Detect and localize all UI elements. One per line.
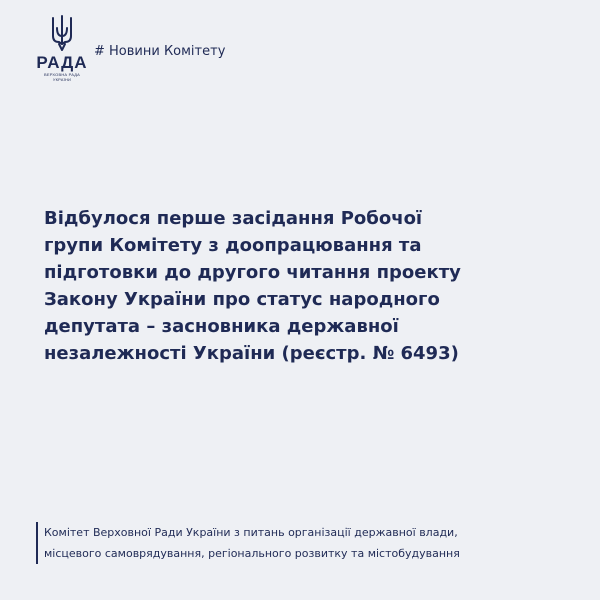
news-headline: Відбулося перше засідання Робочої групи Комітету з доопрацювання та підготовки до другого читання проекту Закону України про статус народного депутата – засновника державної незалежності України (реєстр. № 6493) — [44, 208, 461, 364]
logo-word: РАДА — [36, 53, 88, 72]
logo-subtitle: ВЕРХОВНА РАДА УКРАЇНИ — [44, 72, 80, 82]
rada-logo — [32, 14, 92, 82]
trident-icon — [50, 14, 74, 52]
committee-footer: Комітет Верховної Ради України з питань організації державної влади, місцевого самоврядування, регіонального розвитку та містобудування — [36, 522, 584, 564]
hashtag-label: # Новини Комітету — [94, 44, 226, 59]
